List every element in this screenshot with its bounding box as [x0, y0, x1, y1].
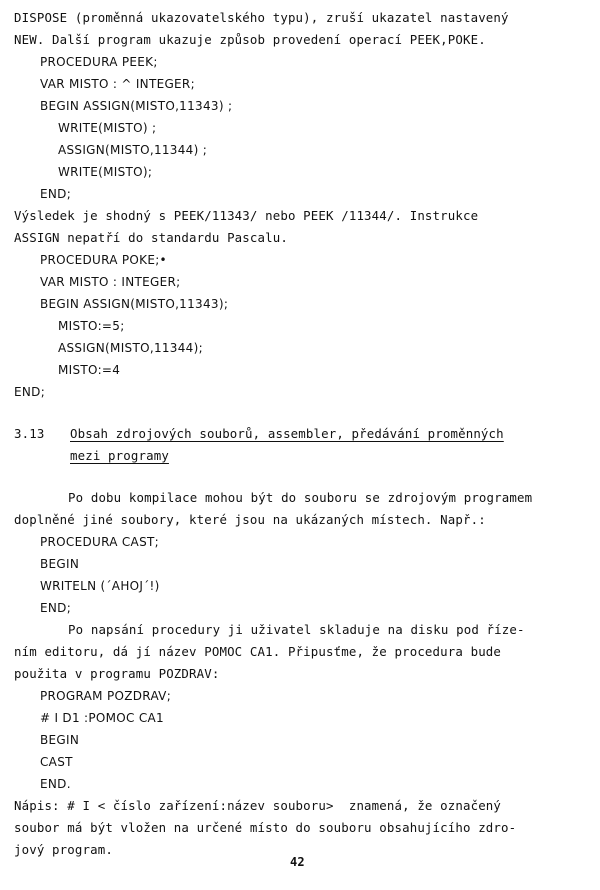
code-line: PROCEDURA CAST; [40, 535, 159, 549]
section-title-line-2: mezi programy [70, 448, 169, 463]
code-line: WRITE(MISTO); [58, 165, 153, 179]
code-line: BEGIN ASSIGN(MISTO,11343); [40, 297, 229, 311]
page-number: 42 [290, 855, 305, 869]
code-line: END; [14, 385, 46, 399]
code-line: BEGIN ASSIGN(MISTO,11343) ; [40, 99, 233, 113]
code-line: CAST [40, 755, 73, 769]
code-line: PROCEDURA POKE;• [40, 253, 167, 267]
section-title-line-1: Obsah zdrojových souborů, assembler, předávání proměnných [70, 426, 504, 441]
para3-line-2: soubor má být vložen na určené místo do souboru obsahujícího zdro- [14, 820, 517, 835]
code-line: # I D1 :POMOC CA1 [40, 711, 164, 725]
para2-line-1: Po napsání procedury ji uživatel skladuje na disku pod říze- [68, 622, 525, 637]
code-line: END; [40, 187, 72, 201]
code-line: WRITELN (´AHOJ´!) [40, 579, 160, 593]
para3-line-1: Nápis: # I < číslo zařízení:název souboru> znamená, že označený [14, 798, 502, 813]
code-line: WRITE(MISTO) ; [58, 121, 157, 135]
code-line: BEGIN [40, 557, 80, 571]
code-line: END; [40, 601, 72, 615]
result-line-2: ASSIGN nepatří do standardu Pascalu. [14, 230, 288, 245]
para2-line-3: použita v programu POZDRAV: [14, 666, 220, 681]
intro-line-2: NEW. Další program ukazuje způsob provedení operací PEEK,POKE. [14, 32, 486, 47]
para3-line-3: jový program. [14, 842, 113, 857]
code-line: PROGRAM POZDRAV; [40, 689, 172, 703]
para1-line-2: doplněné jiné soubory, které jsou na ukázaných místech. Např.: [14, 512, 486, 527]
code-line: MISTO:=5; [58, 319, 125, 333]
code-line: END. [40, 777, 71, 791]
code-line: MISTO:=4 [58, 363, 121, 377]
code-line: BEGIN [40, 733, 80, 747]
code-line: VAR MISTO : ^ INTEGER; [40, 77, 195, 91]
section-number: 3.13 [14, 426, 45, 441]
para2-line-2: ním editoru, dá jí název POMOC CA1. Připusťme, že procedura bude [14, 644, 502, 659]
para1-line-1: Po dobu kompilace mohou být do souboru se zdrojovým programem [68, 490, 533, 505]
result-line-1: Výsledek je shodný s PEEK/11343/ nebo PEEK /11344/. Instrukce [14, 208, 479, 223]
code-line: ASSIGN(MISTO,11344); [58, 341, 203, 355]
code-line: ASSIGN(MISTO,11344) ; [58, 143, 208, 157]
code-line: PROCEDURA PEEK; [40, 55, 158, 69]
intro-line-1: DISPOSE (proměnná ukazovatelského typu), zruší ukazatel nastavený [14, 10, 509, 25]
code-line: VAR MISTO : INTEGER; [40, 275, 181, 289]
